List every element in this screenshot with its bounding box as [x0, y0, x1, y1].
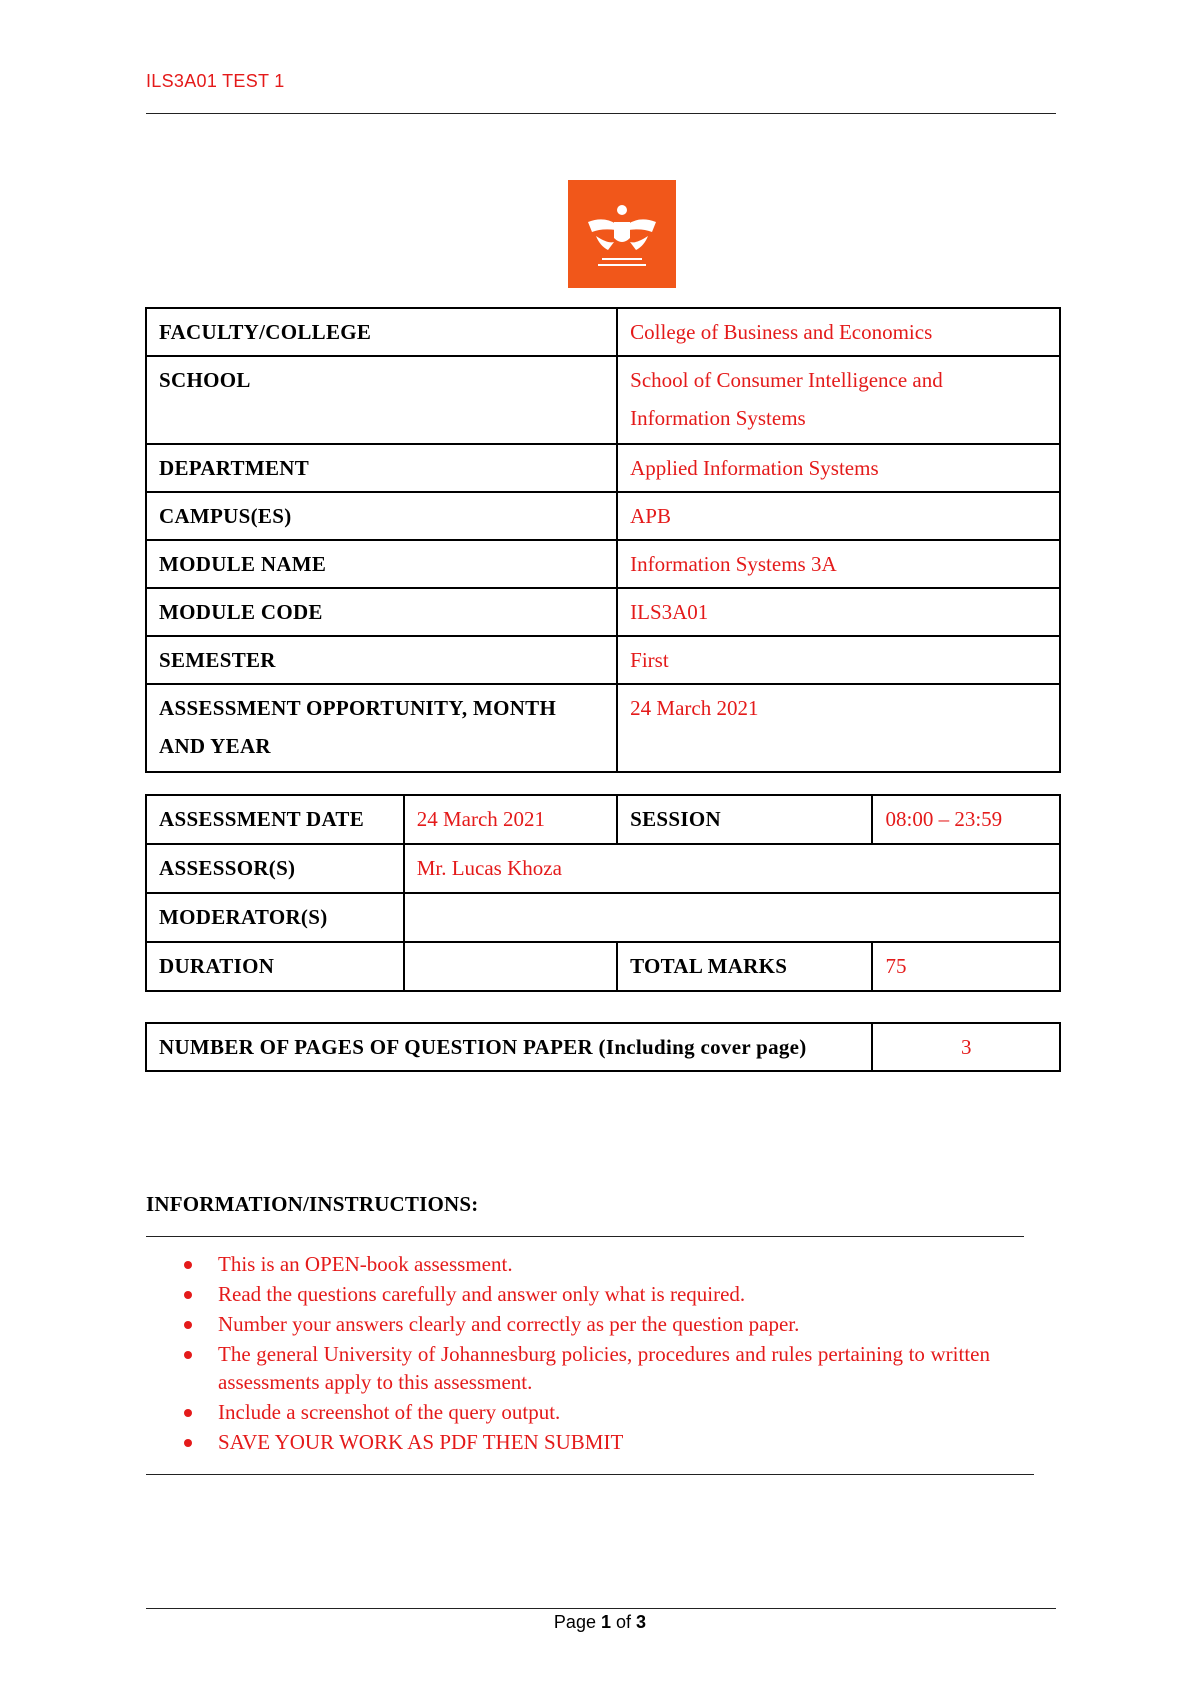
page-count-value: 3: [872, 1023, 1060, 1071]
assessment-opportunity-label: ASSESSMENT OPPORTUNITY, MONTH AND YEAR: [146, 684, 617, 772]
module-name-label: MODULE NAME: [146, 540, 617, 588]
bullet-icon: [184, 1291, 192, 1299]
instructions-bottom-rule: [146, 1474, 1034, 1475]
page-footer: [0, 1612, 1200, 1633]
table-row: [146, 540, 1060, 588]
table-row: [146, 308, 1060, 356]
table-row: [146, 356, 1060, 444]
university-logo: [568, 180, 676, 288]
instruction-text: SAVE YOUR WORK AS PDF THEN SUBMIT: [218, 1430, 624, 1454]
bullet-icon: [184, 1409, 192, 1417]
bullet-icon: [184, 1351, 192, 1359]
session-label: SESSION: [617, 795, 872, 844]
table-row: [146, 844, 1060, 893]
assessment-info-table: [145, 794, 1061, 992]
page-header-title: ILS3A01 TEST 1: [146, 71, 285, 91]
duration-label: DURATION: [146, 942, 404, 991]
instructions-top-rule: [146, 1236, 1024, 1237]
list-item: [176, 1310, 990, 1338]
table-row: [146, 1023, 1060, 1071]
table-row: [146, 588, 1060, 636]
footer-current-page: 1: [600, 1612, 611, 1632]
table-row: [146, 684, 1060, 772]
instruction-text: Number your answers clearly and correctly as per the question paper.: [218, 1312, 800, 1336]
assessment-date-value: 24 March 2021: [404, 795, 617, 844]
assessor-value: Mr. Lucas Khoza: [404, 844, 1060, 893]
footer-total-pages: 3: [636, 1612, 647, 1632]
total-marks-value: 75: [872, 942, 1060, 991]
page-count-table: [145, 1022, 1061, 1072]
total-marks-label: TOTAL MARKS: [617, 942, 872, 991]
instructions-list: [176, 1250, 990, 1458]
table-row: [146, 942, 1060, 991]
module-details-table: [145, 307, 1061, 773]
bullet-icon: [184, 1439, 192, 1447]
table-row: [146, 893, 1060, 942]
footer-of-word: of: [616, 1612, 632, 1632]
instruction-text: The general University of Johannesburg policies, procedures and rules pertaining to written assessments apply to this assessment.: [218, 1342, 990, 1394]
list-item: [176, 1280, 990, 1308]
assessor-label: ASSESSOR(S): [146, 844, 404, 893]
table-row: [146, 492, 1060, 540]
module-name-value: Information Systems 3A: [617, 540, 1060, 588]
list-item: [176, 1340, 990, 1396]
department-value: Applied Information Systems: [617, 444, 1060, 492]
faculty-value: College of Business and Economics: [617, 308, 1060, 356]
instructions-heading: INFORMATION/INSTRUCTIONS:: [146, 1192, 479, 1216]
duration-value: [404, 942, 617, 991]
moderator-value: [404, 893, 1060, 942]
module-code-label: MODULE CODE: [146, 588, 617, 636]
instruction-text: Read the questions carefully and answer only what is required.: [218, 1282, 746, 1306]
footer-page-word: Page: [553, 1612, 596, 1632]
assessment-opportunity-value: 24 March 2021: [617, 684, 1060, 772]
session-value: 08:00 – 23:59: [872, 795, 1060, 844]
moderator-label: MODERATOR(S): [146, 893, 404, 942]
semester-label: SEMESTER: [146, 636, 617, 684]
instruction-text: Include a screenshot of the query output.: [218, 1400, 561, 1424]
semester-value: First: [617, 636, 1060, 684]
table-row: [146, 444, 1060, 492]
faculty-label: FACULTY/COLLEGE: [146, 308, 617, 356]
department-label: DEPARTMENT: [146, 444, 617, 492]
campus-value: APB: [617, 492, 1060, 540]
bullet-icon: [184, 1261, 192, 1269]
list-item: [176, 1428, 990, 1456]
header-rule: [146, 113, 1056, 114]
table-row: [146, 795, 1060, 844]
school-value: School of Consumer Intelligence and Information Systems: [617, 356, 1060, 444]
bullet-icon: [184, 1321, 192, 1329]
school-label: SCHOOL: [146, 356, 617, 444]
page-count-label: NUMBER OF PAGES OF QUESTION PAPER (Including cover page): [146, 1023, 872, 1071]
module-code-value: ILS3A01: [617, 588, 1060, 636]
footer-rule: [146, 1608, 1056, 1609]
table-row: [146, 636, 1060, 684]
list-item: [176, 1250, 990, 1278]
university-crest-icon: [568, 180, 676, 288]
list-item: [176, 1398, 990, 1426]
instruction-text: This is an OPEN-book assessment.: [218, 1252, 513, 1276]
assessment-date-label: ASSESSMENT DATE: [146, 795, 404, 844]
campus-label: CAMPUS(ES): [146, 492, 617, 540]
